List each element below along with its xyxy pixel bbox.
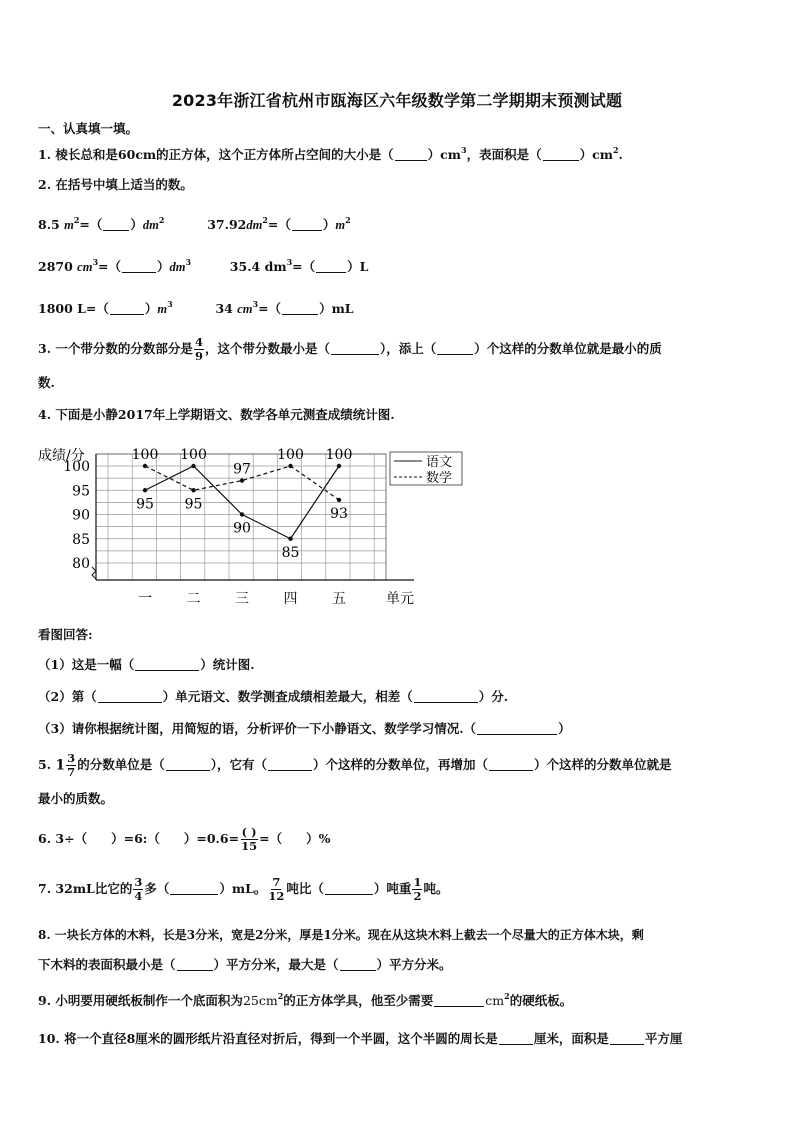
data-point	[143, 488, 147, 492]
answer-blank[interactable]	[340, 957, 376, 971]
question-3-continued: 数.	[38, 375, 55, 390]
x-tick-label: 五	[332, 591, 346, 607]
data-point	[240, 478, 244, 482]
question-4-prompt: 看图回答:	[38, 627, 93, 642]
answer-blank[interactable]	[499, 1031, 533, 1045]
fraction: $\frac{3}{4}$	[134, 875, 143, 903]
data-label: 100	[131, 447, 159, 463]
data-point	[288, 537, 292, 541]
data-label: 100	[277, 447, 304, 463]
answer-blank[interactable]	[282, 301, 318, 315]
y-tick-label: 100	[63, 459, 90, 475]
fraction: $\frac{1}{2}$	[413, 875, 422, 903]
answer-blank[interactable]	[110, 301, 144, 315]
data-point	[143, 464, 147, 468]
x-tick-label: 三	[235, 591, 249, 607]
answer-blank[interactable]	[331, 341, 379, 355]
answer-blank[interactable]	[395, 147, 427, 161]
data-label: 85	[281, 544, 300, 561]
fraction: $\frac{3}{7}$	[67, 751, 76, 779]
data-point	[288, 464, 292, 468]
fraction: $\frac{4}{9}$	[194, 335, 203, 363]
y-tick-label: 95	[72, 483, 90, 500]
question-4: 4. 下面是小静2017年上学期语文、数学各单元测查成绩统计图.	[38, 407, 395, 422]
answer-blank[interactable]	[122, 259, 156, 273]
question-6: 6. 3÷（ ）=6:（ ）=0.6= $\frac{( )}{15}$ =（ ）%	[38, 825, 331, 853]
y-tick-label: 85	[72, 531, 90, 548]
data-label: 95	[184, 496, 203, 513]
answer-blank[interactable]	[325, 881, 373, 895]
section-heading: 一、认真填一填。	[38, 121, 139, 136]
data-label: 97	[233, 461, 251, 478]
question-4-part-2: （2）第（ ）单元语文、数学测查成绩相差最大，相差（ ）分.	[38, 689, 509, 704]
answer-blank[interactable]	[268, 757, 312, 771]
question-10: 10. 将一个直径8厘米的圆形纸片沿直径对折后，得到一个半圆，这个半圆的周长是 厘米，面积是 平方厘	[38, 1031, 683, 1046]
answer-blank[interactable]	[170, 881, 218, 895]
answer-blank[interactable]	[292, 217, 322, 231]
fraction: $\frac{7}{12}$	[268, 875, 285, 903]
question-5-continued: 最小的质数。	[38, 791, 114, 806]
question-2: 2. 在括号中填上适当的数。	[38, 177, 193, 192]
data-label: 100	[180, 447, 207, 463]
conversion-row-3: 1800 L=（ ）$m^3$ 34 $cm^3=$（ ）mL	[38, 299, 354, 316]
answer-blank[interactable]	[437, 341, 473, 355]
answer-blank[interactable]	[177, 957, 213, 971]
page-title: 2023年浙江省杭州市瓯海区六年级数学第二学期期末预测试题	[171, 91, 623, 110]
data-label: 100	[325, 447, 353, 463]
chart-legend	[390, 452, 462, 486]
y-tick-labels	[63, 459, 90, 572]
data-point	[337, 498, 341, 502]
conversion-row-2: 2870 $cm^3=$（ ）$dm^3$ 35.4 $dm^3=$（ ）L	[38, 257, 369, 274]
answer-blank[interactable]	[316, 259, 346, 273]
x-tick-label: 四	[283, 591, 298, 607]
answer-blank[interactable]	[477, 721, 557, 735]
x-tick-labels	[138, 591, 346, 607]
x-axis-label: 单元	[386, 591, 414, 607]
question-7: 7. 32mL比它的 $\frac{3}{4}$ 多（ ）mL。 $\frac{7}{12}$ 吨比（ ）吨重 $\frac{1}{2}$ 吨。	[38, 875, 449, 903]
fraction: $\frac{( )}{15}$	[241, 825, 258, 853]
x-tick-label: 一	[138, 591, 152, 607]
legend-entry: 数学	[426, 471, 453, 486]
legend-entry: 语文	[426, 455, 453, 470]
chart-series	[132, 447, 353, 561]
question-3: 3. 一个带分数的分数部分是 $\frac{4}{9}$ ，这个带分数最小是（ ），添上（ ）个这样的分数单位就是最小的质	[38, 335, 662, 363]
question-8: 8. 一块长方体的木料，长是3分米，宽是2分米，厚是1分米。现在从这块木料上截去一个尽量大的正方体木块，剩	[38, 928, 644, 942]
data-label: 95	[136, 496, 154, 513]
y-axis-label: 成绩/分	[38, 448, 85, 464]
data-point	[240, 512, 244, 516]
question-8-continued: 下木料的表面积最小是（ ）平方分米，最大是（ ）平方分米。	[38, 957, 452, 972]
answer-blank[interactable]	[103, 217, 129, 231]
answer-blank[interactable]	[543, 147, 579, 161]
x-tick-label: 二	[186, 591, 201, 607]
conversion-row-1: 8.5 $m^2=$（ ）$dm^2$ $37.92dm^2=$（ ）$m^2$	[38, 215, 351, 232]
answer-blank[interactable]	[610, 1031, 644, 1045]
answer-blank[interactable]	[414, 689, 478, 703]
score-line-chart	[38, 440, 478, 615]
answer-blank[interactable]	[166, 757, 210, 771]
answer-blank[interactable]	[489, 757, 533, 771]
answer-blank[interactable]	[98, 689, 162, 703]
data-point	[191, 488, 195, 492]
data-point	[337, 464, 341, 468]
data-label: 90	[233, 520, 251, 537]
question-1: 1. 棱长总和是60cm的正方体，这个正方体所占空间的大小是（ ）$cm^3$，表面积是（ ）$cm^2$.	[38, 145, 623, 162]
question-4-part-3: （3）请你根据统计图，用简短的语，分析评价一下小静语文、数学学习情况.（ ）	[38, 721, 571, 736]
answer-blank[interactable]	[434, 993, 484, 1007]
y-tick-label: 80	[72, 556, 90, 572]
answer-blank[interactable]	[135, 657, 199, 671]
question-9: 9. 小明要用硬纸板制作一个底面积为$25cm^2$的正方体学具，他至少需要 $cm^2$的硬纸板。	[38, 991, 573, 1008]
question-4-part-1: （1）这是一幅（ ）统计图.	[38, 657, 255, 672]
question-5: 5. 1 $\frac{3}{7}$ 的分数单位是（ ），它有（ ）个这样的分数单位，再增加（ ）个这样的分数单位就是	[38, 751, 672, 779]
data-point	[191, 464, 195, 468]
y-tick-label: 90	[72, 507, 90, 524]
data-label: 93	[330, 505, 348, 522]
